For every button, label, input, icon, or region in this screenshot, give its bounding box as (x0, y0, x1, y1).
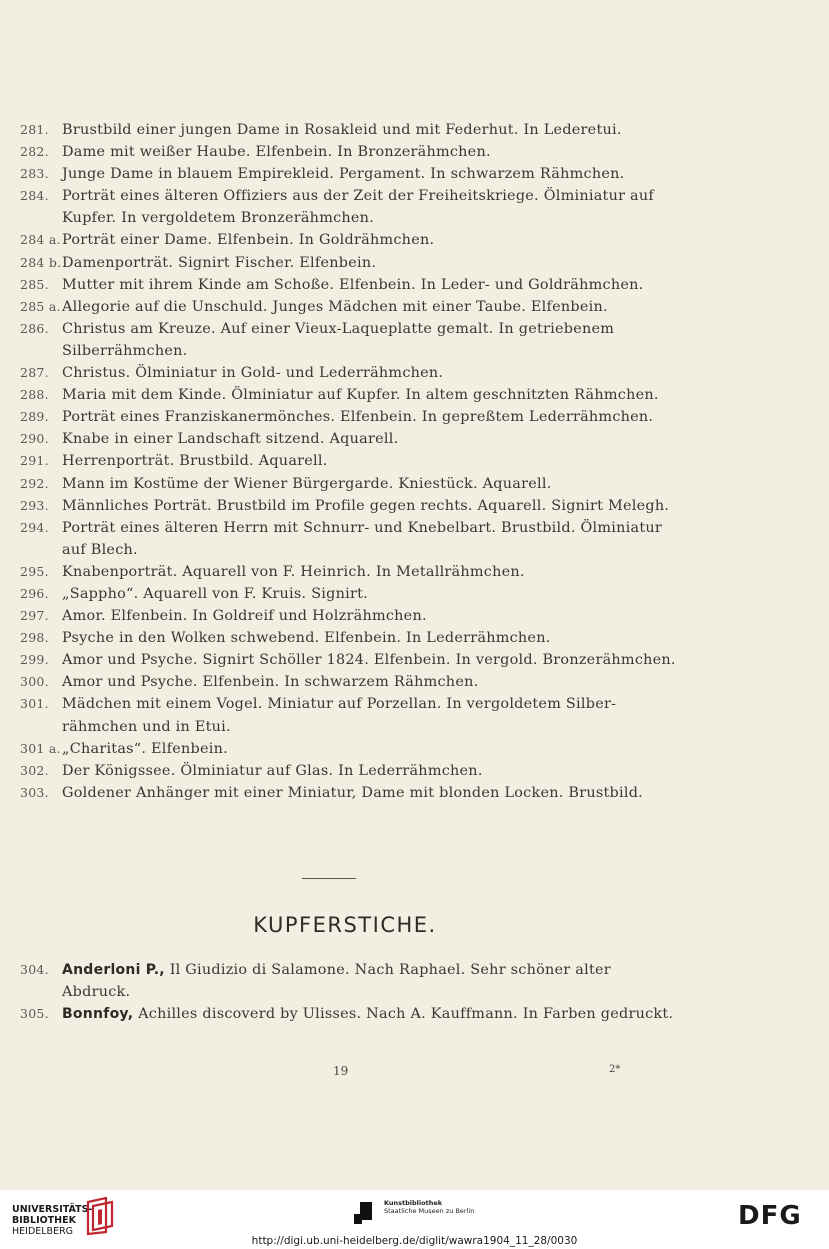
entry-text: Porträt eines älteren Offiziers aus der Zeit der Freiheitskriege. Ölminiatur auf (62, 188, 654, 205)
section-separator (302, 878, 356, 879)
engraving-entry (20, 1003, 674, 1025)
catalog-entry (20, 185, 670, 207)
page-number: 19 (333, 1064, 349, 1078)
entry-text: Damenporträt. Signirt Fischer. Elfenbein. (62, 254, 377, 271)
entry-number: 299. (20, 652, 49, 668)
catalog-entry (20, 119, 670, 141)
ub-line-1: UNIVERSITÄTS- (12, 1204, 93, 1215)
entry-number: 288. (20, 387, 49, 403)
entry-text: Porträt eines älteren Herrn mit Schnurr- und Knebelbart. Brustbild. Ölminiatur (62, 519, 663, 536)
entry-text: auf Blech. (62, 541, 138, 558)
engraving-title: Il Giudizio di Salamone. Nach Raphael. Sehr schöner alter (169, 962, 611, 978)
entry-text: Christus am Kreuze. Auf einer Vieux-Laqueplatte gemalt. In getriebenem (62, 320, 615, 337)
entry-number: 284 a. (20, 232, 61, 248)
entry-number: 292. (20, 475, 49, 491)
catalog-entry (20, 362, 670, 384)
entry-number: 305. (20, 1006, 49, 1022)
entry-number: 301 a. (20, 740, 61, 756)
entry-number: 285. (20, 276, 49, 292)
entry-text: Porträt eines Franziskanermönches. Elfenbein. In gepreßtem Lederrähmchen. (62, 409, 654, 426)
kunstbibliothek-name[interactable] (384, 1199, 474, 1215)
catalog-entry (20, 605, 670, 627)
engraving-entry-continuation (20, 981, 670, 1003)
entry-text: Mutter mit ihrem Kinde am Schoße. Elfenbein. In Leder- und Goldrähmchen. (62, 276, 644, 293)
catalog-entry (20, 517, 670, 539)
catalog-entry (20, 163, 670, 185)
catalog-entry (20, 627, 670, 649)
catalog-entry (20, 229, 670, 251)
kb-subtitle: Staatliche Museen zu Berlin (384, 1207, 475, 1215)
ub-line-3: HEIDELBERG (12, 1226, 74, 1237)
catalog-entry (20, 318, 670, 340)
catalog-entry (20, 274, 670, 296)
catalog-entries (20, 119, 676, 804)
entry-number: 291. (20, 453, 49, 469)
entry-text (62, 1003, 673, 1025)
engraving-entry (20, 959, 670, 981)
entry-number: 295. (20, 563, 49, 579)
catalog-entry (20, 384, 670, 406)
entry-number: 293. (20, 497, 49, 513)
catalog-entry (20, 406, 670, 428)
entry-number: 296. (20, 585, 49, 601)
entry-text: Mädchen mit einem Vogel. Miniatur auf Porzellan. In vergoldetem Silber- (62, 696, 617, 713)
catalog-entry (20, 450, 670, 472)
entry-text: Junge Dame in blauem Empirekleid. Pergament. In schwarzem Rähmchen. (62, 166, 625, 183)
entry-text: Amor und Psyche. Signirt Schöller 1824. Elfenbein. In vergold. Bronzerähmchen. (62, 652, 676, 669)
catalog-entry (20, 495, 670, 517)
catalog-entry-continuation (20, 340, 670, 362)
entry-text: Porträt einer Dame. Elfenbein. In Goldrähmchen. (62, 232, 435, 249)
engraving-entries (20, 959, 674, 1025)
entry-number: 297. (20, 608, 49, 624)
entry-number: 289. (20, 409, 49, 425)
entry-text: Psyche in den Wolken schwebend. Elfenbein. In Lederrähmchen. (62, 630, 551, 647)
entry-number: 302. (20, 762, 49, 778)
entry-text: Dame mit weißer Haube. Elfenbein. In Bronzerähmchen. (62, 144, 491, 161)
catalog-entry (20, 782, 670, 804)
ub-heidelberg-logo-icon[interactable] (84, 1196, 116, 1236)
catalog-entry (20, 252, 670, 274)
catalog-entry (20, 760, 670, 782)
entry-text: „Charitas“. Elfenbein. (62, 740, 228, 757)
entry-number: 303. (20, 784, 49, 800)
dfg-logo[interactable]: DFG (738, 1201, 802, 1231)
catalog-entry (20, 649, 676, 671)
entry-text: Kupfer. In vergoldetem Bronzerähmchen. (62, 210, 375, 227)
entry-number: 283. (20, 166, 49, 182)
section-heading: KUPFERSTICHE. (253, 913, 437, 937)
entry-text: Männliches Porträt. Brustbild im Profile gegen rechts. Aquarell. Signirt Melegh. (62, 497, 670, 514)
catalog-entry (20, 473, 670, 495)
entry-text: Herrenporträt. Brustbild. Aquarell. (62, 453, 328, 470)
entry-text: Brustbild einer jungen Dame in Rosakleid und mit Federhut. In Lederetui. (62, 122, 622, 138)
footer-bar (0, 1190, 829, 1249)
entry-text: Amor. Elfenbein. In Goldreif und Holzrähmchen. (62, 608, 427, 625)
entry-number: 284. (20, 188, 49, 204)
kb-title: Kunstbibliothek (384, 1199, 443, 1207)
catalog-entry (20, 693, 670, 715)
entry-number: 287. (20, 365, 49, 381)
catalog-entry-continuation (20, 207, 670, 229)
ub-line-2: BIBLIOTHEK (12, 1215, 76, 1226)
entry-text: Mann im Kostüme der Wiener Bürgergarde. Kniestück. Aquarell. (62, 475, 552, 492)
entry-number: 284 b. (20, 254, 62, 270)
entry-number: 290. (20, 431, 49, 447)
entry-text: „Sappho“. Aquarell von F. Kruis. Signirt. (62, 585, 368, 602)
entry-text: Der Königssee. Ölminiatur auf Glas. In Lederrähmchen. (62, 762, 483, 779)
artist-name: Anderloni P., (62, 962, 165, 978)
entry-number: 300. (20, 674, 49, 690)
entry-number: 286. (20, 320, 49, 336)
kunstbibliothek-logo-icon[interactable] (354, 1200, 378, 1226)
catalog-entry-continuation (20, 716, 670, 738)
catalog-entry (20, 296, 670, 318)
entry-number: 301. (20, 696, 49, 712)
catalog-entry (20, 583, 670, 605)
entry-text: Maria mit dem Kinde. Ölminiatur auf Kupfer. In altem geschnitzten Rähmchen. (62, 387, 659, 404)
entry-text: rähmchen und in Etui. (62, 718, 231, 735)
artist-name: Bonnfoy, (62, 1006, 134, 1023)
entry-text: Silberrähmchen. (62, 342, 188, 359)
ub-heidelberg-name[interactable] (12, 1204, 92, 1237)
catalog-entry (20, 141, 670, 163)
entry-text: Christus. Ölminiatur in Gold- und Lederrähmchen. (62, 365, 444, 382)
printer-signature: 2* (609, 1064, 621, 1075)
entry-text: Goldener Anhänger mit einer Miniatur, Dame mit blonden Locken. Brustbild. (62, 784, 643, 801)
entry-text: Allegorie auf die Unschuld. Junges Mädchen mit einer Taube. Elfenbein. (62, 298, 608, 315)
catalog-entry (20, 671, 670, 693)
permalink-url[interactable]: http://digi.ub.uni-heidelberg.de/diglit/wawra1904_11_28/0030 (251, 1235, 578, 1247)
entry-text (62, 959, 670, 981)
entry-number: 298. (20, 630, 49, 646)
entry-number: 285 a. (20, 298, 61, 314)
catalog-entry (20, 428, 670, 450)
entry-number: 282. (20, 144, 49, 160)
engraving-title: Achilles discoverd by Ulisses. Nach A. Kauffmann. In Farben gedruckt. (138, 1006, 674, 1023)
entry-text: Abdruck. (62, 984, 131, 1001)
catalog-entry-continuation (20, 539, 670, 561)
entry-text: Knabenporträt. Aquarell von F. Heinrich. In Metallrähmchen. (62, 563, 525, 580)
entry-text: Knabe in einer Landschaft sitzend. Aquarell. (62, 431, 399, 448)
entry-number: 304. (20, 962, 49, 977)
entry-number: 294. (20, 519, 49, 535)
catalog-entry (20, 738, 670, 760)
entry-number: 281. (20, 122, 49, 137)
entry-text: Amor und Psyche. Elfenbein. In schwarzem Rähmchen. (62, 674, 479, 691)
catalog-entry (20, 561, 670, 583)
